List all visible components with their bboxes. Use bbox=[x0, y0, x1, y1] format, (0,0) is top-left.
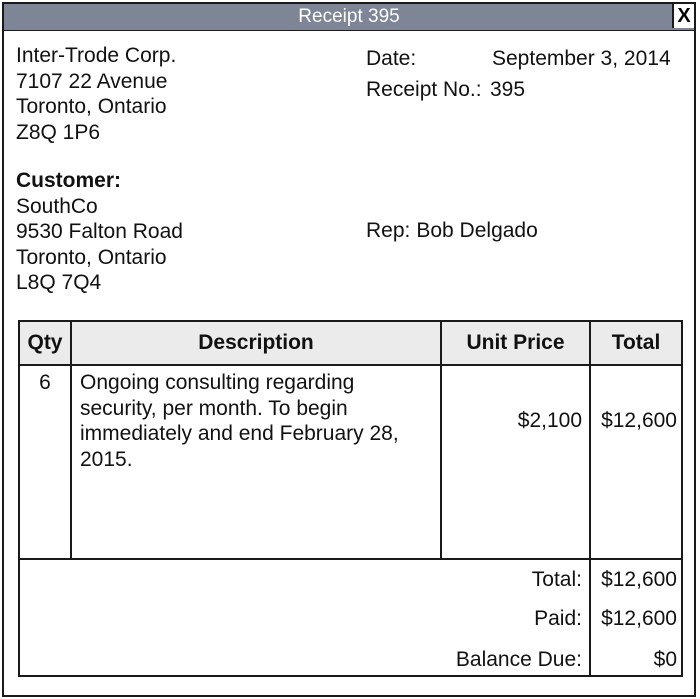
title-bar[interactable] bbox=[4, 4, 694, 31]
total-value: $12,600 bbox=[601, 568, 677, 591]
table-header-row bbox=[20, 322, 681, 366]
window-title: Receipt 395 bbox=[298, 6, 400, 27]
receipt-number-label: Receipt No.: bbox=[366, 78, 482, 101]
total-label: Total: bbox=[531, 568, 582, 591]
row-description: Ongoing consulting regarding security, per month. To begin immediately and end February 28, 2015. bbox=[80, 371, 399, 471]
receipt-number-value: 395 bbox=[490, 78, 526, 101]
header-description: Description bbox=[198, 331, 314, 354]
rep-name: Bob Delgado bbox=[416, 219, 538, 242]
date-value: September 3, 2014 bbox=[492, 47, 671, 70]
balance-due-label: Balance Due: bbox=[455, 648, 582, 671]
company-postal-code: Z8Q 1P6 bbox=[16, 120, 101, 144]
receipt-window bbox=[2, 2, 696, 697]
customer-block bbox=[16, 168, 183, 296]
customer-postal-code: L8Q 7Q4 bbox=[16, 271, 102, 294]
date-label: Date: bbox=[366, 47, 417, 70]
column-divider-qty bbox=[70, 322, 72, 560]
company-name: Inter-Trode Corp. bbox=[16, 44, 177, 67]
header-unit-price: Unit Price bbox=[466, 331, 565, 354]
rep-line bbox=[366, 218, 544, 244]
company-address-line1: 7107 22 Avenue bbox=[16, 69, 168, 93]
balance-due-value: $0 bbox=[653, 648, 677, 671]
rep-label: Rep: bbox=[366, 219, 411, 242]
customer-label: Customer: bbox=[16, 169, 122, 192]
row-unit-price: $2,100 bbox=[517, 409, 582, 432]
column-divider-description bbox=[440, 322, 442, 560]
customer-city-province: Toronto, Ontario bbox=[16, 245, 167, 269]
receipt-body bbox=[4, 31, 694, 695]
company-city-province: Toronto, Ontario bbox=[16, 95, 167, 118]
header-total: Total bbox=[611, 331, 661, 354]
row-total: $12,600 bbox=[601, 409, 677, 432]
row-qty: 6 bbox=[39, 371, 51, 394]
header-qty: Qty bbox=[27, 331, 63, 354]
customer-address-line1: 9530 Falton Road bbox=[16, 220, 183, 243]
paid-label: Paid: bbox=[534, 607, 582, 630]
paid-value: $12,600 bbox=[601, 607, 677, 630]
customer-name: SouthCo bbox=[16, 194, 98, 218]
company-address-block bbox=[16, 43, 176, 145]
line-items-table bbox=[18, 320, 683, 677]
close-button[interactable]: X bbox=[672, 4, 694, 28]
column-divider-unit-price bbox=[589, 322, 591, 677]
totals-divider bbox=[20, 558, 681, 560]
